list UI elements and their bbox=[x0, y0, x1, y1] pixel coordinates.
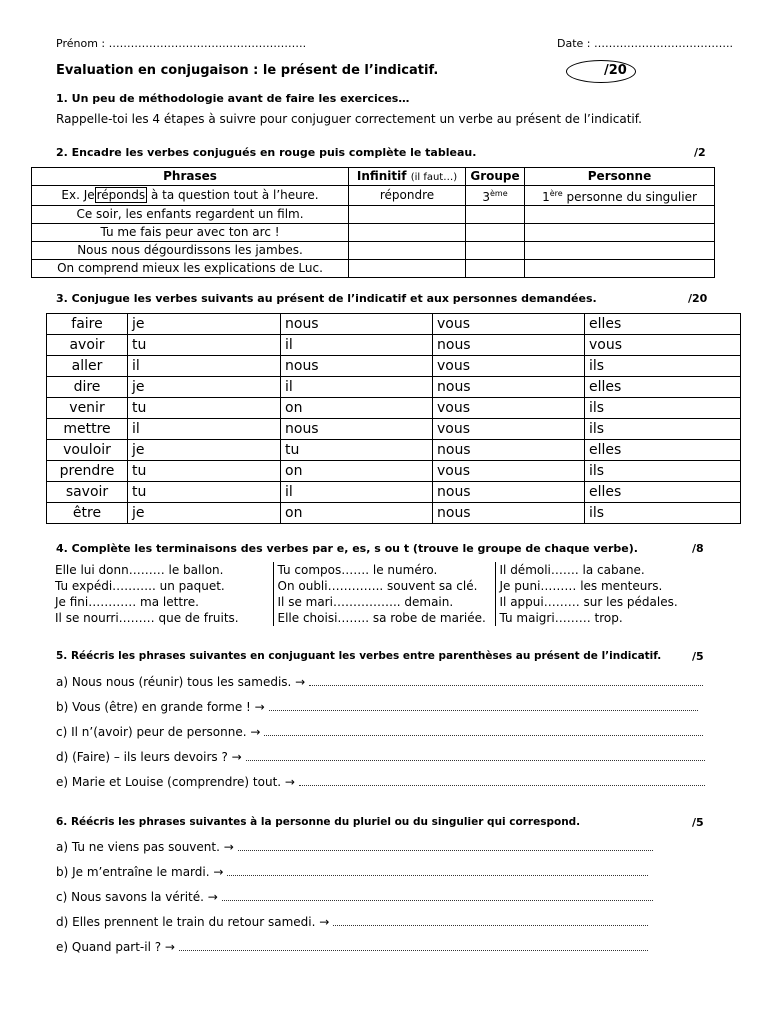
table-row bbox=[47, 398, 741, 419]
section4-score: /8 bbox=[692, 542, 704, 555]
ending-sentence[interactable]: Il appui……… sur les pédales. bbox=[499, 595, 678, 609]
conjugation-table bbox=[46, 313, 741, 524]
table-row bbox=[47, 419, 741, 440]
exercise-item bbox=[56, 673, 703, 689]
verb-infinitive: mettre bbox=[47, 419, 128, 440]
table-row bbox=[47, 335, 741, 356]
ending-sentence[interactable]: Elle lui donn……… le ballon. bbox=[51, 562, 273, 578]
verb-infinitive: avoir bbox=[47, 335, 128, 356]
answer-line[interactable] bbox=[227, 863, 648, 876]
pronoun-cell[interactable]: nous bbox=[433, 335, 585, 356]
pronoun-cell[interactable]: vous bbox=[433, 356, 585, 377]
section2-heading: 2. Encadre les verbes conjugués en rouge puis complète le tableau. bbox=[56, 146, 477, 159]
pronoun-cell[interactable]: ils bbox=[585, 398, 741, 419]
verb-infinitive: faire bbox=[47, 314, 128, 335]
answer-line[interactable] bbox=[238, 838, 653, 851]
pronoun-cell[interactable]: nous bbox=[433, 503, 585, 524]
pronoun-cell[interactable]: tu bbox=[128, 482, 281, 503]
exercise-item bbox=[56, 748, 705, 764]
exercise-item bbox=[56, 888, 653, 904]
answer-line[interactable] bbox=[222, 888, 653, 901]
pronoun-cell[interactable]: on bbox=[281, 398, 433, 419]
boxed-verb: réponds bbox=[96, 188, 146, 202]
table-row: On comprend mieux les explications de Luc. bbox=[32, 260, 715, 278]
pronoun-cell[interactable]: je bbox=[128, 314, 281, 335]
table-row bbox=[51, 578, 682, 594]
table-row bbox=[47, 482, 741, 503]
verbs-table bbox=[31, 167, 715, 278]
ending-sentence[interactable]: Tu expédi……….. un paquet. bbox=[51, 578, 273, 594]
prenom-field[interactable]: Prénom : …………………………..…………………. bbox=[56, 37, 307, 50]
item-prompt: c) Nous savons la vérité. → bbox=[56, 890, 218, 904]
ending-sentence[interactable]: Tu compos……. le numéro. bbox=[273, 562, 495, 578]
item-prompt: a) Tu ne viens pas souvent. → bbox=[56, 840, 234, 854]
item-prompt: e) Marie et Louise (comprendre) tout. → bbox=[56, 775, 295, 789]
section5-score: /5 bbox=[692, 650, 704, 663]
exercise-item bbox=[56, 838, 653, 854]
exercise-item bbox=[56, 723, 703, 739]
pronoun-cell[interactable]: nous bbox=[433, 482, 585, 503]
table-row bbox=[47, 377, 741, 398]
pronoun-cell[interactable]: tu bbox=[128, 335, 281, 356]
ending-sentence[interactable]: Tu maigri……… trop. bbox=[499, 611, 623, 625]
table-row bbox=[47, 503, 741, 524]
section4-heading: 4. Complète les terminaisons des verbes par e, es, s ou t (trouve le groupe de chaque verbe). bbox=[56, 542, 638, 555]
verb-infinitive: dire bbox=[47, 377, 128, 398]
answer-line[interactable] bbox=[309, 673, 703, 686]
table-row bbox=[51, 610, 682, 626]
item-prompt: c) Il n’(avoir) peur de personne. → bbox=[56, 725, 261, 739]
item-prompt: d) (Faire) – ils leurs devoirs ? → bbox=[56, 750, 242, 764]
item-prompt: b) Vous (être) en grande forme ! → bbox=[56, 700, 265, 714]
ending-sentence[interactable]: Il démoli……. la cabane. bbox=[499, 563, 645, 577]
pronoun-cell[interactable]: je bbox=[128, 503, 281, 524]
pronoun-cell[interactable]: nous bbox=[281, 314, 433, 335]
ending-sentence[interactable]: Je fini………… ma lettre. bbox=[51, 594, 273, 610]
col-groupe: Groupe bbox=[466, 168, 525, 186]
item-prompt: d) Elles prennent le train du retour samedi. → bbox=[56, 915, 330, 929]
table-row bbox=[47, 356, 741, 377]
pronoun-cell[interactable]: elles bbox=[585, 377, 741, 398]
table-row bbox=[51, 562, 682, 578]
verb-infinitive: être bbox=[47, 503, 128, 524]
pronoun-cell[interactable]: vous bbox=[433, 419, 585, 440]
answer-line[interactable] bbox=[299, 773, 705, 786]
example-row: Ex. Je réponds à ta question tout à l’heure. répondre 3ème 1ère personne du singulier bbox=[32, 186, 715, 206]
ending-sentence[interactable]: Elle choisi…….. sa robe de mariée. bbox=[273, 610, 495, 626]
pronoun-cell[interactable]: nous bbox=[281, 356, 433, 377]
table-row bbox=[51, 594, 682, 610]
answer-line[interactable] bbox=[333, 913, 648, 926]
exercise-item bbox=[56, 938, 648, 954]
verb-infinitive: savoir bbox=[47, 482, 128, 503]
pronoun-cell[interactable]: nous bbox=[433, 440, 585, 461]
section1-text: Rappelle-toi les 4 étapes à suivre pour conjuguer correctement un verbe au présent de l’indicatif. bbox=[56, 112, 642, 126]
pronoun-cell[interactable]: elles bbox=[585, 482, 741, 503]
table-row bbox=[47, 314, 741, 335]
col-infinitif: Infinitif (il faut…) bbox=[349, 168, 466, 186]
answer-line[interactable] bbox=[264, 723, 703, 736]
col-phrases: Phrases bbox=[32, 168, 349, 186]
pronoun-cell[interactable]: ils bbox=[585, 356, 741, 377]
exercise-item bbox=[56, 698, 698, 714]
total-score: /20 bbox=[604, 63, 627, 78]
pronoun-cell[interactable]: je bbox=[128, 440, 281, 461]
answer-line[interactable] bbox=[269, 698, 698, 711]
pronoun-cell[interactable]: nous bbox=[281, 419, 433, 440]
pronoun-cell[interactable]: tu bbox=[128, 398, 281, 419]
pronoun-cell[interactable]: il bbox=[128, 419, 281, 440]
endings-table bbox=[51, 562, 682, 626]
pronoun-cell[interactable]: ils bbox=[585, 461, 741, 482]
ending-sentence[interactable]: On oubli………….. souvent sa clé. bbox=[273, 578, 495, 594]
section2-score: /2 bbox=[694, 146, 706, 159]
answer-line[interactable] bbox=[179, 938, 648, 951]
exercise-item bbox=[56, 773, 705, 789]
pronoun-cell[interactable]: elles bbox=[585, 314, 741, 335]
section3-heading: 3. Conjugue les verbes suivants au présent de l’indicatif et aux personnes demandées. bbox=[56, 292, 597, 305]
table-row bbox=[47, 461, 741, 482]
exercise-item bbox=[56, 913, 648, 929]
section6-score: /5 bbox=[692, 816, 704, 829]
section1-heading: 1. Un peu de méthodologie avant de faire les exercices… bbox=[56, 92, 410, 105]
pronoun-cell[interactable]: il bbox=[281, 482, 433, 503]
pronoun-cell[interactable]: tu bbox=[128, 461, 281, 482]
pronoun-cell[interactable]: tu bbox=[281, 440, 433, 461]
verb-infinitive: venir bbox=[47, 398, 128, 419]
pronoun-cell[interactable]: vous bbox=[433, 461, 585, 482]
pronoun-cell[interactable]: on bbox=[281, 503, 433, 524]
pronoun-cell[interactable]: il bbox=[128, 356, 281, 377]
item-prompt: b) Je m’entraîne le mardi. → bbox=[56, 865, 224, 879]
pronoun-cell[interactable]: nous bbox=[433, 377, 585, 398]
table-row: Nous nous dégourdissons les jambes. bbox=[32, 242, 715, 260]
exercise-item bbox=[56, 863, 648, 879]
item-prompt: e) Quand part-il ? → bbox=[56, 940, 175, 954]
pronoun-cell[interactable]: je bbox=[128, 377, 281, 398]
pronoun-cell[interactable]: vous bbox=[585, 335, 741, 356]
section6-heading: 6. Réécris les phrases suivantes à la personne du pluriel ou du singulier qui correspond. bbox=[56, 816, 581, 828]
pronoun-cell[interactable]: il bbox=[281, 335, 433, 356]
pronoun-cell[interactable]: elles bbox=[585, 440, 741, 461]
page-title: Evaluation en conjugaison : le présent de l’indicatif. bbox=[56, 63, 439, 78]
pronoun-cell[interactable]: il bbox=[281, 377, 433, 398]
verb-infinitive: vouloir bbox=[47, 440, 128, 461]
verb-infinitive: aller bbox=[47, 356, 128, 377]
ending-sentence[interactable]: Il se nourri……… que de fruits. bbox=[51, 610, 273, 626]
pronoun-cell[interactable]: vous bbox=[433, 398, 585, 419]
date-field[interactable]: Date : ……………………………….. bbox=[557, 37, 733, 50]
section5-heading: 5. Réécris les phrases suivantes en conjuguant les verbes entre parenthèses au présent de l’indicatif. bbox=[56, 650, 662, 662]
ending-sentence[interactable]: Je puni……… les menteurs. bbox=[499, 579, 663, 593]
table-row: Tu me fais peur avec ton arc ! bbox=[32, 224, 715, 242]
table-row: Ce soir, les enfants regardent un film. bbox=[32, 206, 715, 224]
pronoun-cell[interactable]: on bbox=[281, 461, 433, 482]
pronoun-cell[interactable]: ils bbox=[585, 419, 741, 440]
table-row bbox=[47, 440, 741, 461]
item-prompt: a) Nous nous (réunir) tous les samedis. → bbox=[56, 675, 306, 689]
ending-sentence[interactable]: Il se mari…………….. demain. bbox=[273, 594, 495, 610]
answer-line[interactable] bbox=[246, 748, 705, 761]
col-personne: Personne bbox=[525, 168, 715, 186]
pronoun-cell[interactable]: vous bbox=[433, 314, 585, 335]
pronoun-cell[interactable]: ils bbox=[585, 503, 741, 524]
section3-score: /20 bbox=[688, 292, 708, 305]
verb-infinitive: prendre bbox=[47, 461, 128, 482]
